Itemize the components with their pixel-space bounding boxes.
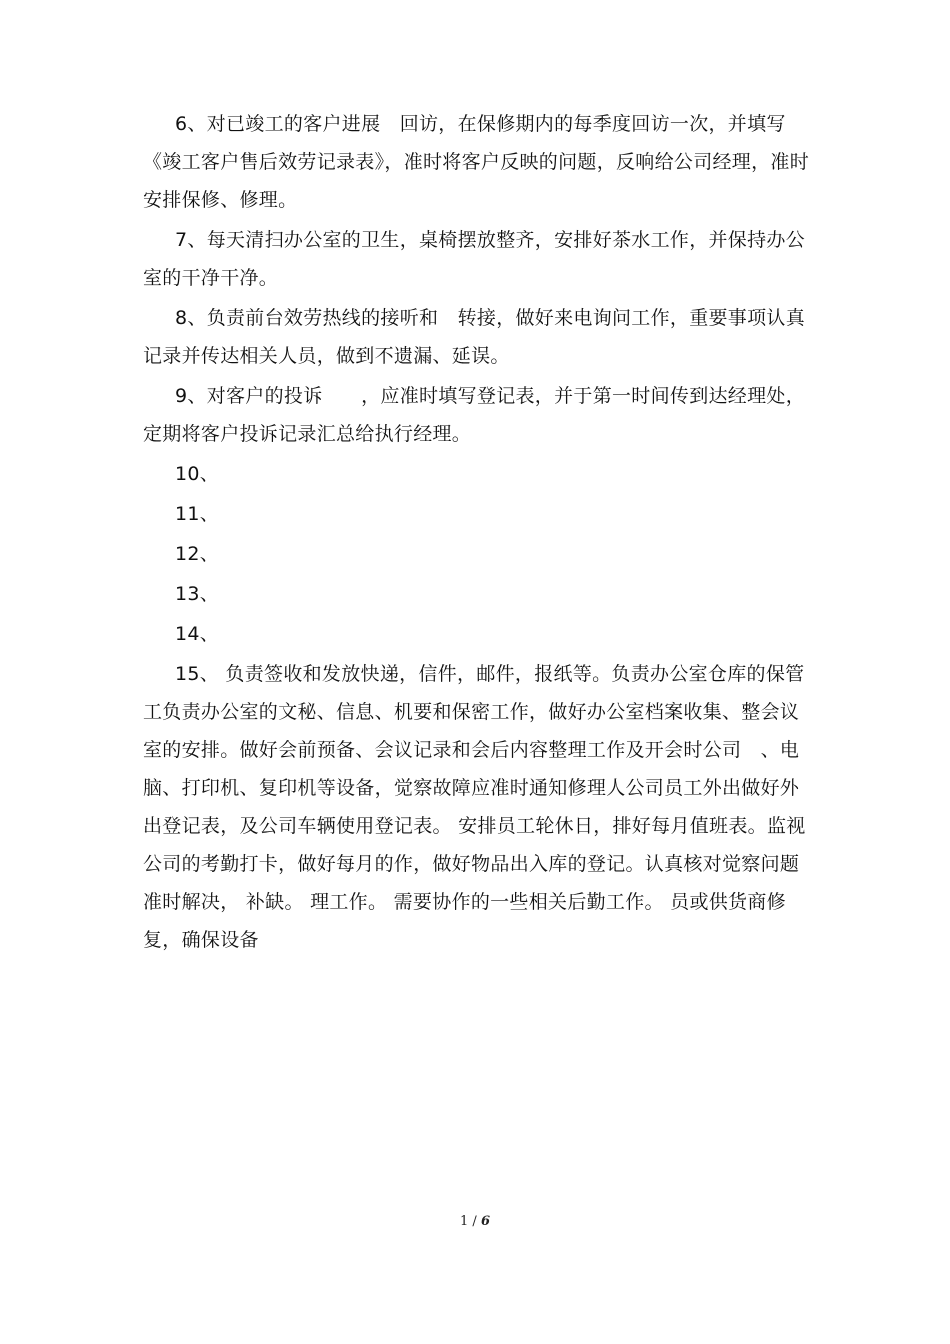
document-body <box>143 105 815 961</box>
paragraph-item-6: 6、对已竣工的客户进展 回访，在保修期内的每季度回访一次，并填写《竣工客户售后效劳记录表》，准时将客户反映的问题，反响给公司经理，准时安排保修、修理。 <box>143 113 810 211</box>
page-number-footer <box>0 1214 950 1229</box>
paragraph-item-9: 9、对客户的投诉 ，应准时填写登记表，并于第一时间传到达经理处，定期将客户投诉记录汇总给执行经理。 <box>143 385 805 445</box>
paragraph-item-13: 13、 <box>175 583 220 605</box>
page-separator: / <box>472 1214 477 1229</box>
paragraph-item-15: 15、 负责签收和发放快递，信件，邮件，报纸等。负责办公室仓库的保管工负责办公室的文秘、信息、机要和保密工作，做好办公室档案收集、整会议室的安排。做好会前预备、会议记录和会后内容整理工作及开会时公司 、电脑、打印机、复印机等设备，觉察故障应准时通知修理人公司员工外出做好外出登记表，及公司车辆使用登记表。 安排员工轮休日，排好每月值班表。监视公司的考勤打卡，做好每月的作，做好物品出入库的登记。认真核对觉察问题准时解决， 补缺。 理工作。 需要协作的一些相关后勤工作。 员或供货商修复，确保设备 <box>143 663 806 951</box>
paragraph-item-7: 7、每天清扫办公室的卫生，桌椅摆放整齐，安排好茶水工作，并保持办公室的干净干净。 <box>143 229 805 289</box>
total-page-count: 6 <box>480 1214 490 1229</box>
paragraph-item-12: 12、 <box>175 543 220 565</box>
paragraph-item-11: 11、 <box>175 503 220 525</box>
current-page-number: 1 <box>460 1214 469 1229</box>
paragraph-item-8: 8、负责前台效劳热线的接听和 转接，做好来电询问工作，重要事项认真记录并传达相关人员，做到不遗漏、延误。 <box>143 307 805 367</box>
paragraph-item-10: 10、 <box>175 463 220 485</box>
paragraph-item-14: 14、 <box>175 623 220 645</box>
